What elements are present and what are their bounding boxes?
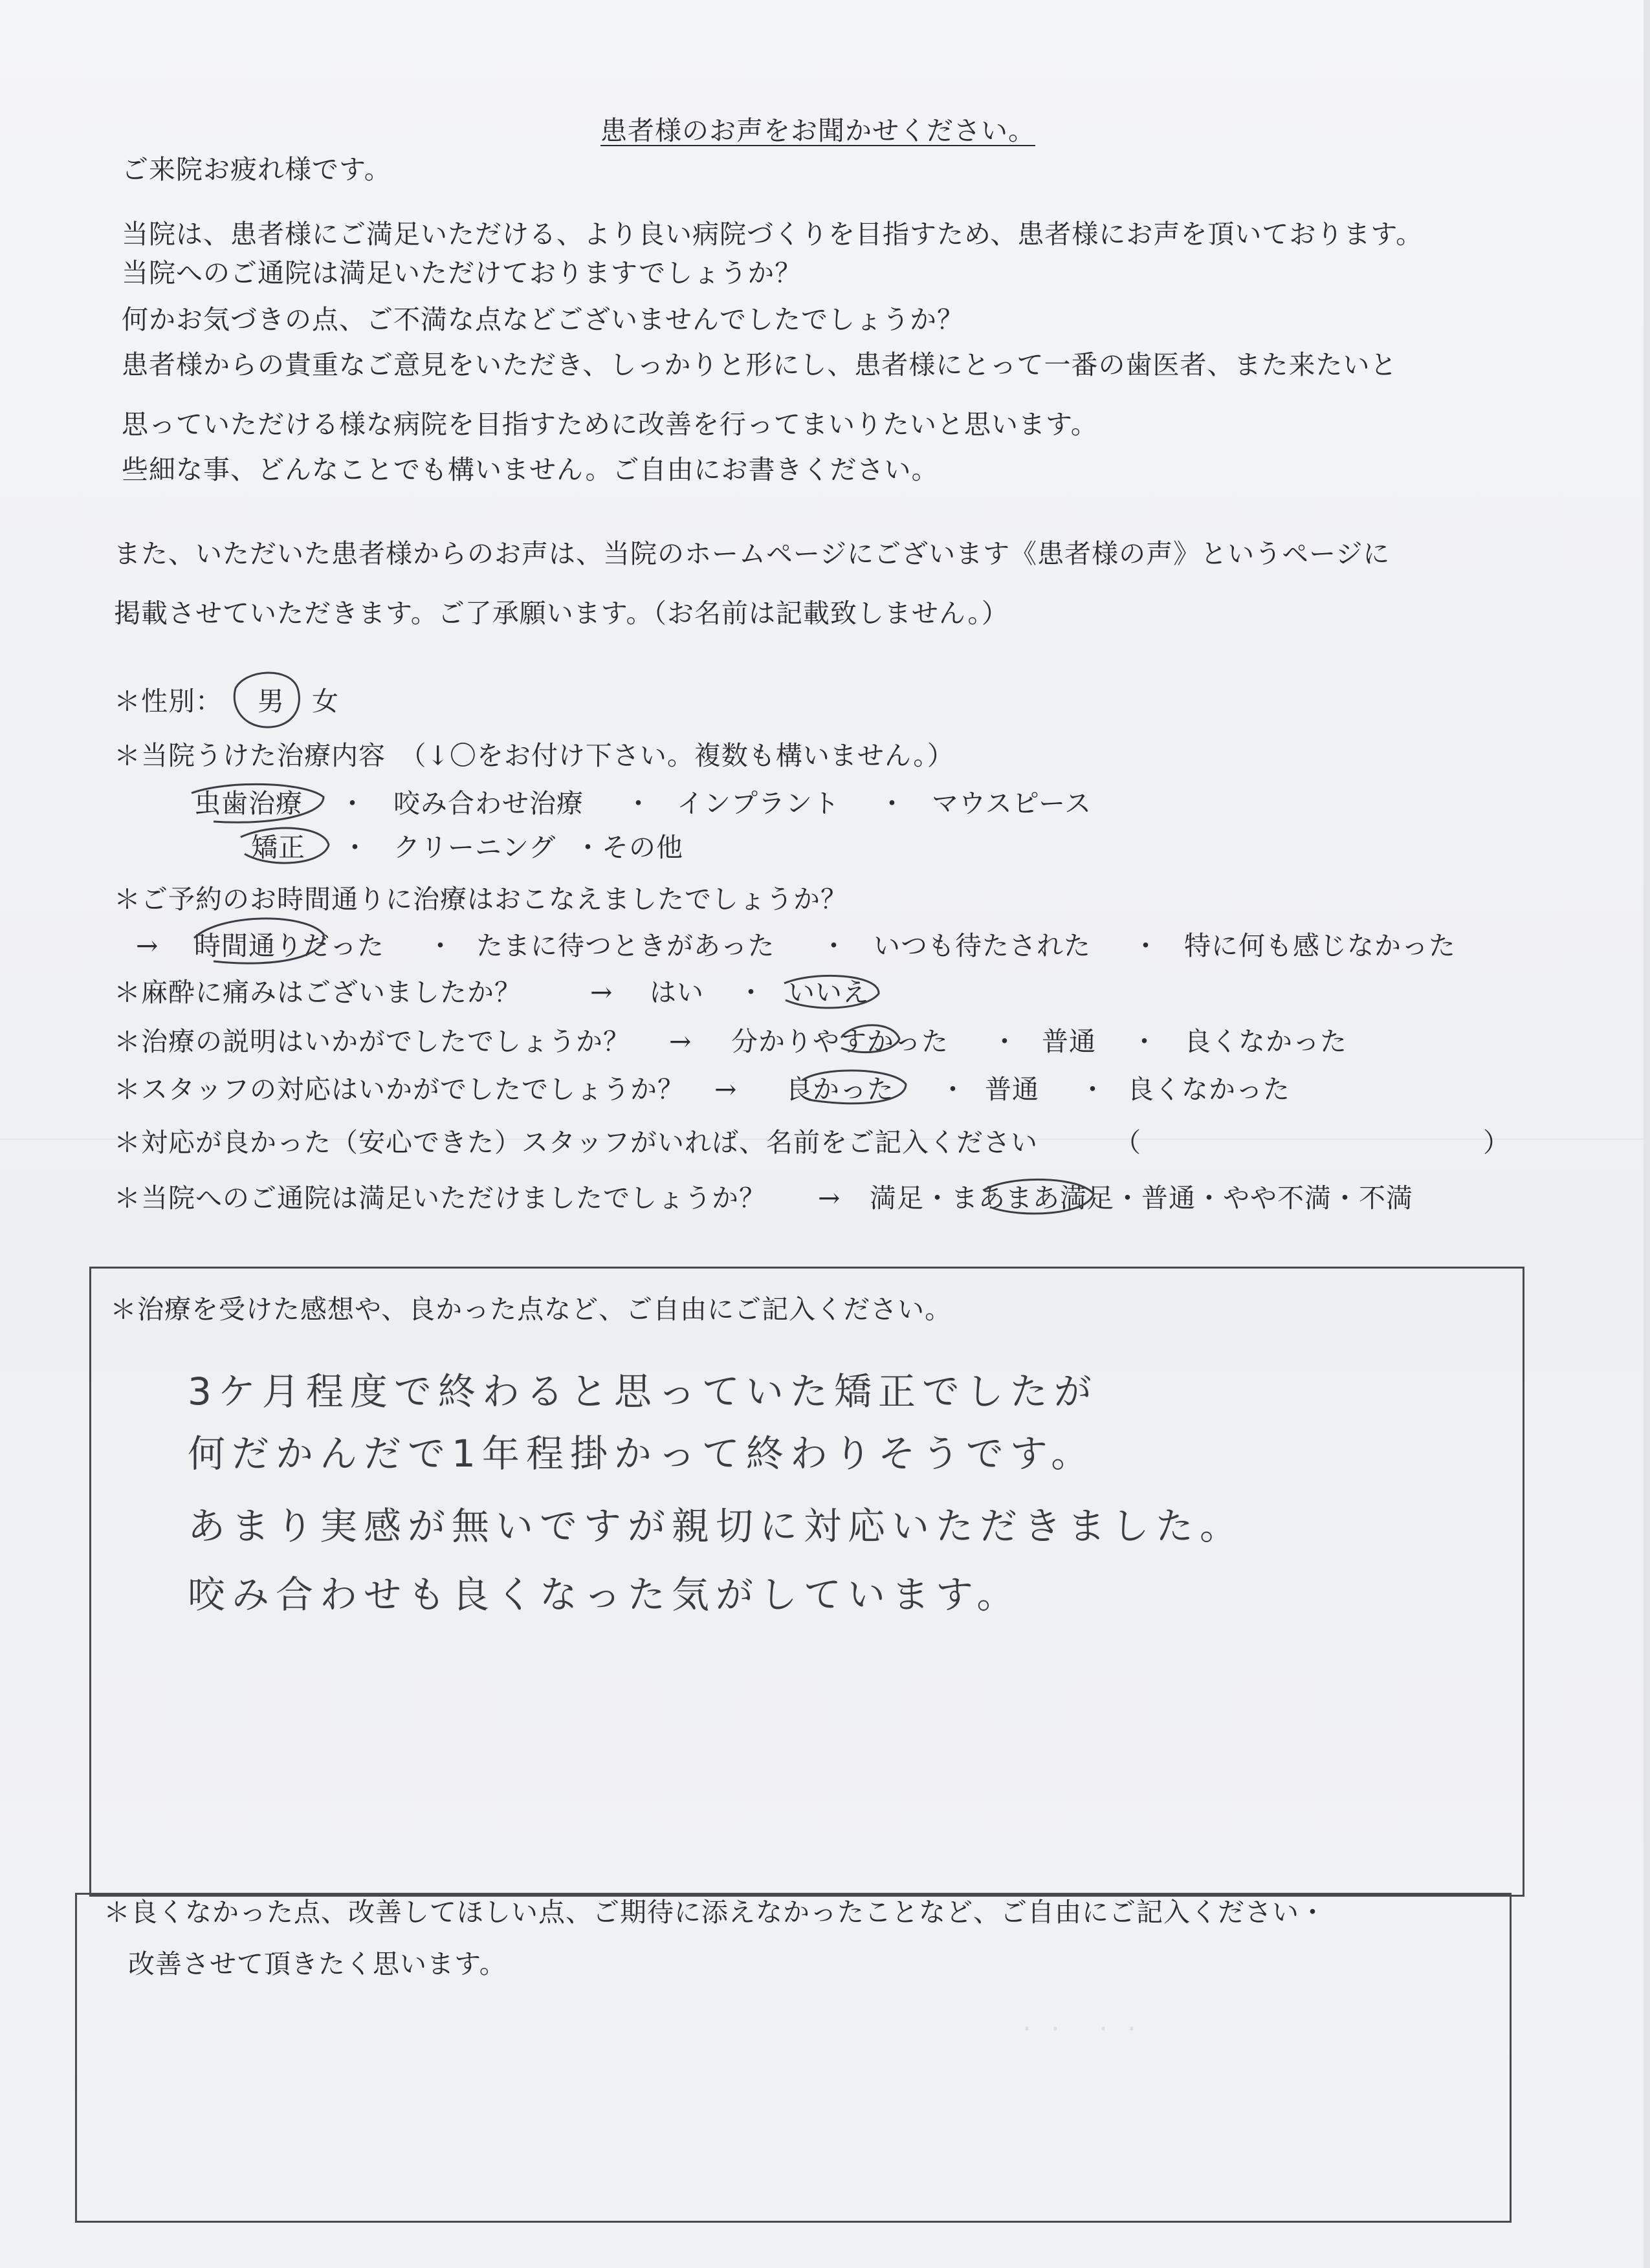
circle-clear-mark	[841, 1025, 899, 1052]
separator-dot: ・	[625, 788, 652, 819]
circle-good-mark	[802, 1071, 906, 1104]
gender-option-female[interactable]: 女	[312, 686, 339, 717]
staff-name-close-paren: ）	[1483, 1127, 1510, 1158]
improvements-label-2: 改善させて頂きたく思います。	[128, 1948, 507, 1979]
arrow: →	[669, 1026, 692, 1057]
separator-dot: ・	[991, 1026, 1018, 1057]
treatment-option-bite[interactable]: 咬み合わせ治療	[393, 788, 584, 819]
staff-option-bad[interactable]: 良くなかった	[1127, 1074, 1290, 1105]
treatment-question-label: ＊当院うけた治療内容 （↓〇をお付け下さい。複数も構いません。）	[114, 740, 954, 771]
intro-line: 患者様からの貴重なご意見をいただき、しっかりと形にし、患者様にとって一番の歯医者、また来たいと	[122, 349, 1398, 380]
intro-line: 当院は、患者様にご満足いただける、より良い病院づくりを目指すため、患者様にお声を頂いております。	[122, 219, 1424, 250]
circle-no-mark	[784, 976, 879, 1008]
circle-somewhat-satisfied-mark	[984, 1179, 1094, 1214]
handwritten-comment-line: 3ケ月程度で終わると思っていた矯正でしたが	[188, 1369, 1098, 1413]
separator-dot: ・	[1131, 1026, 1158, 1057]
staff-question-label: ＊スタッフの対応はいかがでしたでしょうか？	[114, 1074, 685, 1105]
time-option-always-wait[interactable]: いつも待たされた	[874, 930, 1091, 961]
comments-label: ＊治療を受けた感想や、良かった点など、ご自由にご記入ください。	[110, 1294, 952, 1325]
anesthesia-option-yes[interactable]: はい	[650, 977, 704, 1008]
separator-dot: ・	[1132, 930, 1160, 961]
staff-option-normal[interactable]: 普通	[985, 1074, 1039, 1105]
handwritten-comment-line: あまり実感が無いですが親切に対応いただきました。	[188, 1504, 1244, 1548]
circle-ortho-mark	[241, 828, 329, 863]
time-option-on-time[interactable]: 時間通りだった	[194, 930, 384, 961]
arrow: →	[714, 1074, 738, 1105]
intro-line: 思っていただける様な病院を目指すために改善を行ってまいりたいと思います。	[122, 409, 1098, 440]
notice-line: また、いただいた患者様からのお声は、当院のホームページにございます《患者様の声》というページに	[114, 538, 1391, 569]
improvements-label: ＊良くなかった点、改善してほしい点、ご期待に添えなかったことなど、ご自由にご記入ください・	[104, 1897, 1326, 1928]
intro-line: 当院へのご通院は満足いただけておりますでしょうか？	[122, 257, 802, 289]
separator-dot: ・	[738, 977, 765, 1008]
gender-question-label: ＊性別：	[114, 686, 223, 717]
handwritten-comment-line: 何だかんだで1年程掛かって終わりそうです。	[188, 1432, 1095, 1476]
separator-dot: ・	[427, 930, 454, 961]
separator-dot: ・	[820, 930, 848, 961]
circle-cavity-mark	[192, 784, 324, 822]
treatment-option-orthodontics[interactable]: 矯正	[251, 832, 305, 863]
satisfaction-options[interactable]: 満足・まあまあ満足・普通・やや不満・不満	[870, 1183, 1413, 1214]
time-option-no-feeling[interactable]: 特に何も感じなかった	[1184, 930, 1456, 961]
staff-name-question-label: ＊対応が良かった（安心できた）スタッフがいれば、名前をご記入ください	[114, 1127, 1038, 1158]
treatment-option-cleaning[interactable]: クリーニング	[393, 832, 556, 863]
separator-dot: ・	[940, 1074, 967, 1105]
explanation-question-label: ＊治療の説明はいかがでしたでしょうか？	[114, 1026, 630, 1057]
separator-dot: ・	[342, 832, 369, 863]
handwritten-comment-line: 咬み合わせも良くなった気がしています。	[188, 1573, 1021, 1617]
gender-option-male[interactable]: 男	[258, 686, 285, 717]
treatment-option-cavity[interactable]: 虫歯治療	[194, 788, 303, 819]
intro-line: 些細な事、どんなことでも構いません。ご自由にお書きください。	[122, 454, 939, 485]
staff-name-open-paren: （	[1114, 1127, 1141, 1158]
separator-dot: ・その他	[575, 832, 683, 863]
staff-option-good[interactable]: 良かった	[786, 1074, 894, 1105]
explanation-option-bad[interactable]: 良くなかった	[1184, 1026, 1347, 1057]
intro-line: 何かお気づきの点、ご不満な点などございませんでしたでしょうか？	[122, 304, 964, 335]
satisfaction-question-label: ＊当院へのご通院は満足いただけましたでしょうか？	[114, 1183, 766, 1214]
treatment-option-implant[interactable]: インプラント	[677, 788, 840, 819]
explanation-option-clear[interactable]: 分かりやすかった	[731, 1026, 949, 1057]
notice-line: 掲載させていただきます。ご了承願います。（お名前は記載致しません。）	[114, 598, 1009, 629]
separator-dot: ・	[339, 788, 366, 819]
time-question-label: ＊ご予約のお時間通りに治療はおこなえましたでしょうか？	[114, 884, 848, 915]
separator-dot: ・	[1079, 1074, 1106, 1105]
intro-line: ご来院お疲れ様です。	[122, 154, 391, 185]
arrow: →	[818, 1183, 841, 1214]
bleed-through-marks: · · · ·	[1022, 2012, 1141, 2045]
circle-male-mark	[234, 673, 299, 727]
circle-ontime-mark	[194, 919, 324, 963]
anesthesia-option-no[interactable]: いいえ	[788, 977, 870, 1008]
anesthesia-question-label: ＊麻酔に痛みはございましたか？	[114, 977, 522, 1008]
arrow: →	[136, 930, 159, 961]
time-option-sometimes-wait[interactable]: たまに待つときがあった	[476, 930, 775, 961]
survey-title: 患者様のお声をお聞かせください。	[600, 115, 1035, 146]
separator-dot: ・	[879, 788, 906, 819]
arrow: →	[590, 977, 613, 1008]
treatment-option-mouthpiece[interactable]: マウスピース	[932, 788, 1092, 819]
explanation-option-normal[interactable]: 普通	[1042, 1026, 1096, 1057]
